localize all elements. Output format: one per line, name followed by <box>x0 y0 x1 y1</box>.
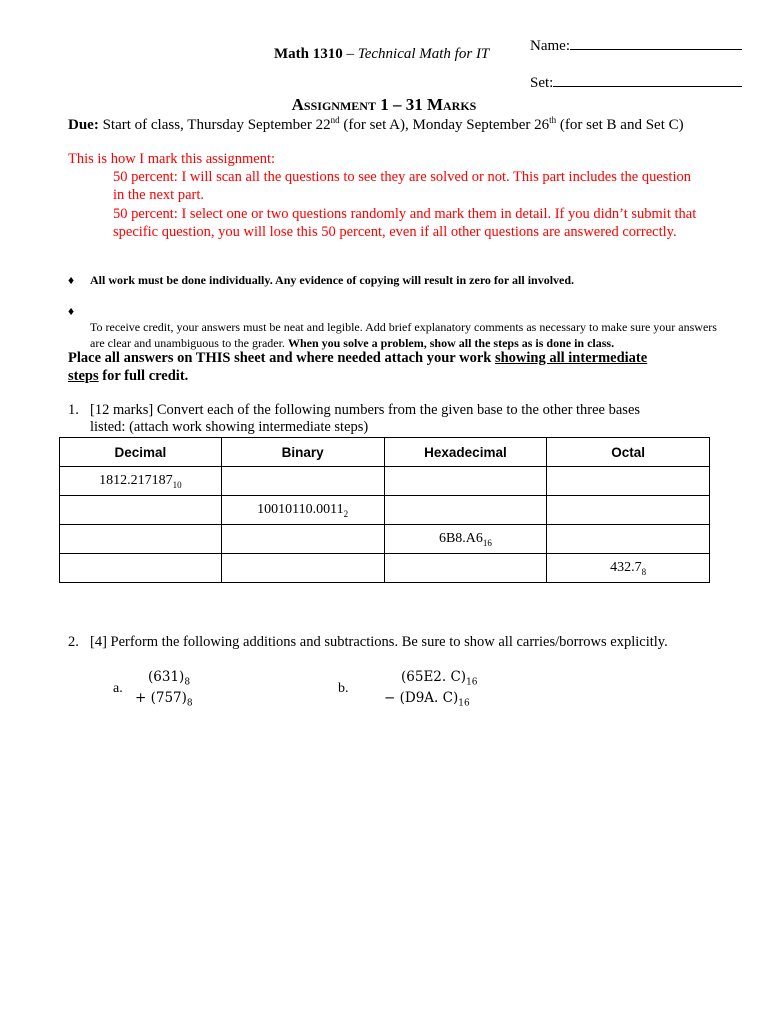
part-b-top <box>401 669 478 688</box>
part-b-top-base: 16 <box>466 677 478 688</box>
part-b-label: b. <box>338 681 349 696</box>
table-row <box>60 496 710 525</box>
part-b-bottom <box>384 690 470 709</box>
due-label: Due: <box>68 117 99 133</box>
diamond-bullet-icon: ♦ <box>68 273 75 287</box>
part-a-top-base: 8 <box>184 677 191 688</box>
part-a-label: a. <box>113 681 123 696</box>
given-value: 10010110.0011 <box>257 501 344 517</box>
minus-operator: − <box>384 690 400 706</box>
given-value: 6B8.A6 <box>438 530 483 546</box>
part-a-bottom-base: 8 <box>186 698 193 709</box>
conversion-table <box>59 437 710 583</box>
due-text-c: (for set B and Set C) <box>556 117 684 133</box>
course-code: Math 1310 <box>274 46 343 62</box>
answer-cell[interactable] <box>384 467 547 496</box>
part-a-top-number: (631) <box>148 669 185 685</box>
cell-given-hexadecimal <box>384 525 547 554</box>
header-hexadecimal: Hexadecimal <box>384 438 547 467</box>
bullet-credit <box>68 303 730 350</box>
q1-text-line1: [12 marks] Convert each of the following numbers from the given base to the other three bases <box>90 402 641 418</box>
title-number-marks: 1 – 31 <box>380 95 423 114</box>
set-label: Set: <box>530 75 554 91</box>
due-text-a: Start of class, Thursday September 22 <box>102 117 331 133</box>
q1-number: 1. <box>68 402 79 418</box>
name-field[interactable] <box>530 35 742 55</box>
header-decimal: Decimal <box>60 438 222 467</box>
cell-given-binary <box>221 496 384 525</box>
assignment-title <box>0 95 768 115</box>
question-1 <box>68 402 708 436</box>
cell-given-decimal <box>60 467 222 496</box>
table-header-row <box>60 438 710 467</box>
answer-cell[interactable] <box>60 554 222 583</box>
answer-cell[interactable] <box>547 525 710 554</box>
part-b-bottom-base: 16 <box>458 698 470 709</box>
table-row <box>60 525 710 554</box>
set-field[interactable] <box>530 72 742 92</box>
due-sup-a: nd <box>330 115 340 125</box>
header-octal: Octal <box>547 438 710 467</box>
bullet-2-plain: To receive credit, your answers must be neat and legible. Add brief explanatory comments as necessary to make sure your answers are clear and unambiguous to the grader. <box>90 320 717 350</box>
part-b-bottom-number: (D9A. C) <box>399 690 459 706</box>
part-a-top <box>148 669 190 688</box>
instructions-after: for full credit. <box>98 368 189 384</box>
table-row <box>60 467 710 496</box>
given-base: 10 <box>172 479 182 490</box>
answer-cell[interactable] <box>547 467 710 496</box>
bullet-1-text: All work must be done individually. Any evidence of copying will result in zero for all involved. <box>90 273 575 287</box>
due-text-b: (for set A), Monday September 26 <box>339 117 550 133</box>
header-binary: Binary <box>221 438 384 467</box>
answer-cell[interactable] <box>221 554 384 583</box>
instructions-underlined-1: showing all intermediate <box>494 350 648 366</box>
due-line <box>68 115 684 134</box>
q1-text-line2: listed: (attach work showing intermediate steps) <box>90 419 369 435</box>
answer-cell[interactable] <box>547 496 710 525</box>
marking-point-1: 50 percent: I will scan all the questions to see they are solved or not. This part includes the question in the next part. <box>113 169 691 203</box>
bullet-2-bold: When you solve a problem, show all the steps as is done in class. <box>287 336 615 350</box>
name-blank[interactable] <box>570 35 742 50</box>
marking-point-2: 50 percent: I select one or two questions randomly and mark them in detail. If you didn’t submit that specific question, you will lose this 50 percent, even if all other questions are answered correctly. <box>113 206 697 240</box>
set-blank[interactable] <box>553 72 742 87</box>
course-dash: – <box>342 46 358 62</box>
table-row <box>60 554 710 583</box>
given-value: 432.7 <box>610 559 642 575</box>
instructions-before: Place all answers on THIS sheet and where needed attach your work <box>68 350 495 366</box>
part-a-bottom-number: (757) <box>150 690 187 706</box>
title-marks: Marks <box>426 95 477 114</box>
course-title <box>274 46 489 63</box>
instructions-underlined-2: steps <box>68 368 99 384</box>
part-a-bottom <box>135 690 193 709</box>
given-value: 1812.217187 <box>99 472 173 488</box>
course-name: Technical Math for IT <box>357 46 490 62</box>
given-base: 8 <box>641 566 647 577</box>
title-assignment: Assignment <box>291 95 376 114</box>
answer-cell[interactable] <box>384 496 547 525</box>
given-base: 2 <box>343 508 349 519</box>
answer-cell[interactable] <box>384 554 547 583</box>
answer-cell[interactable] <box>60 496 222 525</box>
diamond-bullet-icon: ♦ <box>68 304 75 318</box>
bullet-individual-work <box>68 273 574 288</box>
q2-text: [4] Perform the following additions and subtractions. Be sure to show all carries/borrows explicitly. <box>90 634 668 650</box>
marking-intro: This is how I mark this assignment: <box>68 151 276 167</box>
cell-given-octal <box>547 554 710 583</box>
given-base: 16 <box>482 537 492 548</box>
answer-cell[interactable] <box>60 525 222 554</box>
answer-instructions <box>68 349 708 385</box>
name-label: Name: <box>530 38 570 54</box>
plus-operator: + <box>135 690 151 706</box>
part-b-top-number: (65E2. C) <box>401 669 467 685</box>
due-sup-b: th <box>549 115 557 125</box>
question-2 <box>68 634 668 651</box>
bullet-2-text <box>90 319 730 351</box>
answer-cell[interactable] <box>221 525 384 554</box>
answer-cell[interactable] <box>221 467 384 496</box>
q2-number: 2. <box>68 634 79 650</box>
